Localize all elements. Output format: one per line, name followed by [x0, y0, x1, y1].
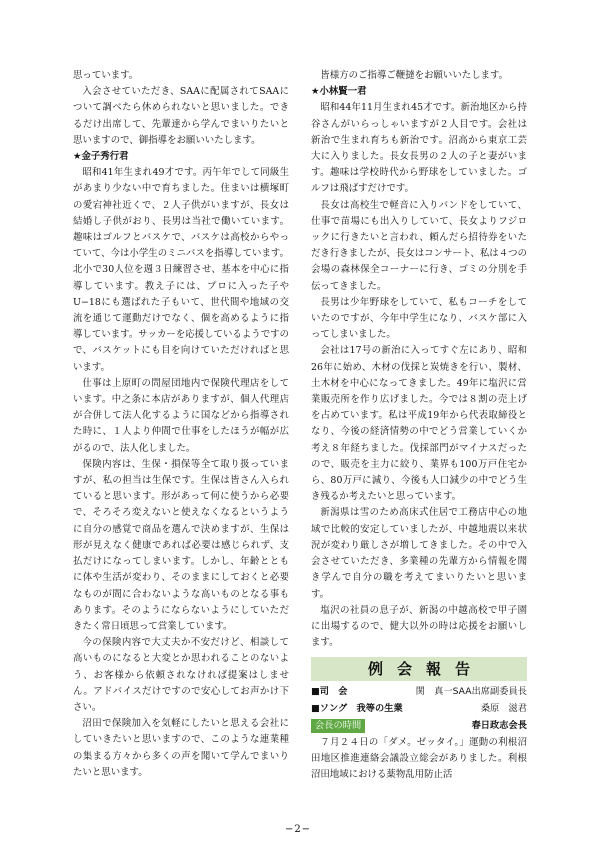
- president-name: 春日政志会長: [471, 719, 527, 731]
- emcee-row: [311, 684, 527, 700]
- page-number: −2−: [284, 824, 312, 835]
- meeting-report-banner: 例会報告: [311, 657, 527, 681]
- paragraph: 思っています。: [73, 70, 139, 81]
- emcee-value: 関 真一SAA出席副委員長: [415, 686, 527, 698]
- paragraph: 今の保険内容で大丈夫か不安だけど、相談して高いものになると大変とか思われることのないよう、お客様から依頼されなければ提案はしません。アドバイスだけですので安心してお声かけ下さい。: [73, 637, 289, 713]
- paragraph: 昭和44年11月生まれ45才です。新治地区から持谷さんがいらっしゃいますが２人目です。会社は新治で生まれ育ちも新治です。沼高から東京工芸大に入りました。長女長男の２人の子と妻がいます。趣味は学校時代から野球をしていました。ゴルフは飛ばすだけです。: [311, 102, 527, 195]
- song-row: [311, 701, 527, 717]
- emcee-label: ■司 会: [311, 686, 348, 698]
- song-label: ■ソング 我等の生業: [311, 702, 403, 714]
- president-time-row: [311, 718, 527, 734]
- paragraph: 長男は少年野球をしていて、私もコーチをしていたのですが、今年中学生になり、バスケ部に入ってしまいました。: [311, 296, 527, 341]
- paragraph: 沼田で保険加入を気軽にしたいと思える会社にしていきたいと思いますので、このような連業種の集まる方々から多くの声を聞いて学んでまいりたいと思います。: [73, 718, 289, 778]
- song-value: 桑原 滋君: [480, 702, 527, 714]
- paragraph: 仕事は上原町の問屋団地内で保険代理店をしています。中之条に本店がありますが、個人代理店が合併して法人化するように国などから指導された時に、１人より仲間で仕事をしたほうが幅が広がるので、法人化しました。: [73, 377, 289, 454]
- paragraph: 新潟県は雪のため高床式住居で工務店中心の地域で比較的安定していましたが、中越地震以来状況が変わり厳しさが増してきました。その中で入会させていただき、多業種の先輩方から情報を聞き学んで自分の職を考えてまいりたいと思います。: [311, 507, 527, 600]
- paragraph: 保険内容は、生保・損保等全て取り扱っていますが、私の担当は生保です。生保は皆さん入られていると思います。形があって何に使うから必要で、そろそろ変えないと使えなくなるというように自分の感覚で商品を選んで決めますが、生保は形が見えなく健康であれば必要は感じられず、支払だけになってしまいます。しかし、年齢とともに体や生活が変わり、そのままにしておくと必要なものが間に合わないような高いものとなる事もあります。そのようにならないようにしていただきたく常日頃思って営業しています。: [73, 458, 289, 632]
- member-heading: ★金子秀行君: [73, 151, 129, 163]
- paragraph: 会社は17号の新治に入ってすぐ左にあり、昭和26年に始め、木材の伐採と炭焼きを行い、製材、土木材を中心になってきました。49年に塩沢に営業販売所を作り広げました。今では８割の売上げを占めています。私は平成19年から代表取締役となり、今後の経済情勢の中でどう営業していくか考え８年経ちました。伐採部門がマイナスだったので、販売を主力に絞り、業界も100万戸住宅から、80万戸に減り、今後も人口減少の中でどう生き残るか考えたいと思っています。: [311, 345, 527, 503]
- president-time-label: 会長の時間: [311, 719, 365, 733]
- paragraph: 皆様方のご指導ご鞭撻をお願いいたします。: [320, 70, 509, 81]
- paragraph: ７月２４日の「ダメ。ゼッタイ。」運動の利根沼田地区推進連絡会議設立総会がありました。利根沼田地域における薬物乱用防止活: [311, 736, 527, 781]
- member-heading: ★小林賢一君: [311, 86, 367, 98]
- paragraph: 長女は高校生で軽音に入りバンドをしていて、仕事で苗場にも出入りしていて、長女よりフジロックに行きたいと言われ、頼んだら招待券をいただき行きましたが、長女はコンサート、私は４つの会場の森林保全コーナーに行き、ゴミの分別を手伝ってきました。: [311, 199, 527, 292]
- paragraph: 塩沢の社員の息子が、新潟の中越高校で甲子園に出場するので、健大以外の時は応援をお願いします。: [311, 604, 527, 649]
- paragraph: 昭和41年生まれ49才です。丙午年でして同級生があまり少ない中で育ちました。住まいは横塚町の愛宕神社近くで、２人子供がいますが、長女は結婚し子供がおり、長男は当社で働いています。趣味はゴルフとバスケで、バスケは高校からやっていて、今は小学生のミニバスを指導しています。北小で30人位を週３日練習させ、基本を中心に指導しています。教え子には、プロに入った子やU−18にも選ばれた子もいて、世代間や地域の交流を通じて運動だけでなく、個を高めるように指導しています。サッカーを応援しているようですので、バスケットにも目を向けていただければと思います。: [73, 167, 289, 373]
- paragraph: 入会させていただき、SAAに配属されてSAAについて調べたら休められないと思いました。できるだけ出席して、先輩達から学んでまいりたいと思いますので、御指導をお願いいたします。: [73, 86, 289, 146]
- right-column: [311, 68, 527, 784]
- left-column: [73, 68, 289, 781]
